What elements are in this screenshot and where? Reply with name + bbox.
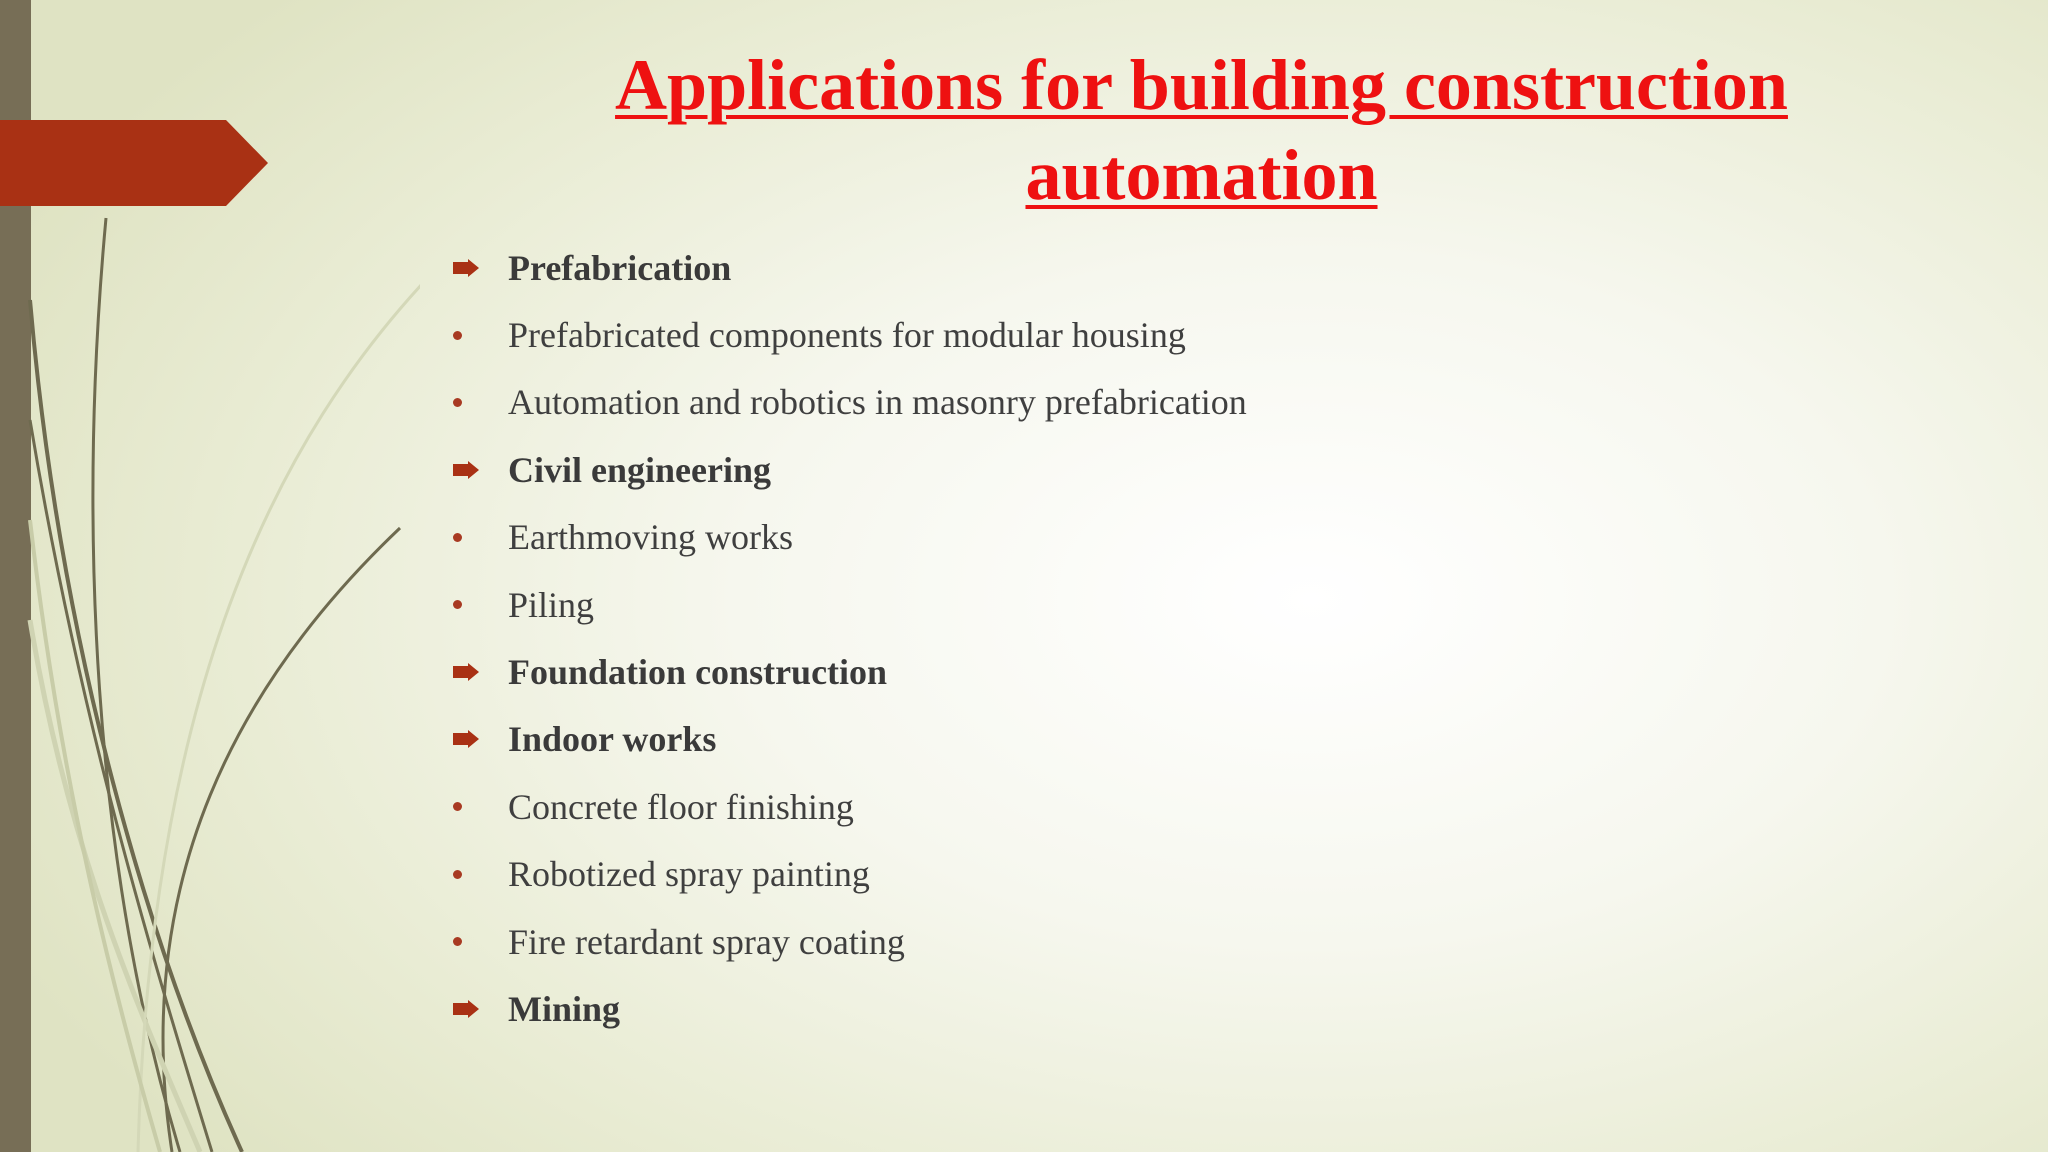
list-item-text: Automation and robotics in masonry prefabrication bbox=[508, 382, 1247, 423]
bullet-marker bbox=[448, 975, 498, 1042]
bullet-marker bbox=[448, 234, 498, 301]
list-item-text: Earthmoving works bbox=[508, 517, 793, 558]
sub-list-item bbox=[448, 841, 1247, 908]
dot-bullet-icon bbox=[453, 398, 462, 407]
list-item-text: Indoor works bbox=[508, 719, 717, 760]
heading-list-item bbox=[448, 234, 1247, 301]
title-arrow-shape bbox=[0, 120, 270, 206]
list-item-text: Fire retardant spray coating bbox=[508, 921, 905, 962]
sub-list-item bbox=[448, 773, 1247, 840]
heading-list-item bbox=[448, 706, 1247, 773]
slide-title: Applications for building construction automation bbox=[615, 45, 1788, 215]
dot-bullet-icon bbox=[453, 937, 462, 946]
list-item-text: Piling bbox=[508, 584, 595, 625]
dot-bullet-icon bbox=[453, 600, 462, 609]
bullet-marker bbox=[448, 504, 498, 571]
sub-list-item bbox=[448, 571, 1247, 638]
heading-list-item bbox=[448, 436, 1247, 503]
bullet-marker bbox=[448, 571, 498, 638]
bullet-marker bbox=[448, 369, 498, 436]
bullet-list bbox=[448, 234, 1247, 1043]
list-item-text: Robotized spray painting bbox=[508, 854, 870, 895]
arrow-bullet-icon bbox=[448, 1000, 479, 1018]
dot-bullet-icon bbox=[453, 870, 462, 879]
heading-list-item bbox=[448, 638, 1247, 705]
list-item-text: Concrete floor finishing bbox=[508, 786, 854, 827]
arrow-bullet-icon bbox=[448, 259, 479, 277]
sub-list-item bbox=[448, 301, 1247, 368]
sub-list-item bbox=[448, 504, 1247, 571]
arrow-bullet-icon bbox=[448, 663, 479, 681]
bullet-marker bbox=[448, 773, 498, 840]
list-item-text: Mining bbox=[508, 988, 621, 1029]
list-item-text: Foundation construction bbox=[508, 652, 888, 693]
bullet-marker bbox=[448, 436, 498, 503]
bullet-marker bbox=[448, 638, 498, 705]
list-item-text: Prefabrication bbox=[508, 247, 732, 288]
list-item-text: Civil engineering bbox=[508, 449, 771, 490]
bullet-marker bbox=[448, 301, 498, 368]
heading-list-item bbox=[448, 975, 1247, 1042]
sub-list-item bbox=[448, 908, 1247, 975]
arrow-bullet-icon bbox=[448, 461, 479, 479]
dot-bullet-icon bbox=[453, 802, 462, 811]
arrow-bullet-icon bbox=[448, 730, 479, 748]
bullet-marker bbox=[448, 908, 498, 975]
dot-bullet-icon bbox=[453, 533, 462, 542]
sub-list-item bbox=[448, 369, 1247, 436]
list-item-text: Prefabricated components for modular housing bbox=[508, 315, 1186, 356]
bullet-marker bbox=[448, 841, 498, 908]
bullet-marker bbox=[448, 706, 498, 773]
dot-bullet-icon bbox=[453, 331, 462, 340]
